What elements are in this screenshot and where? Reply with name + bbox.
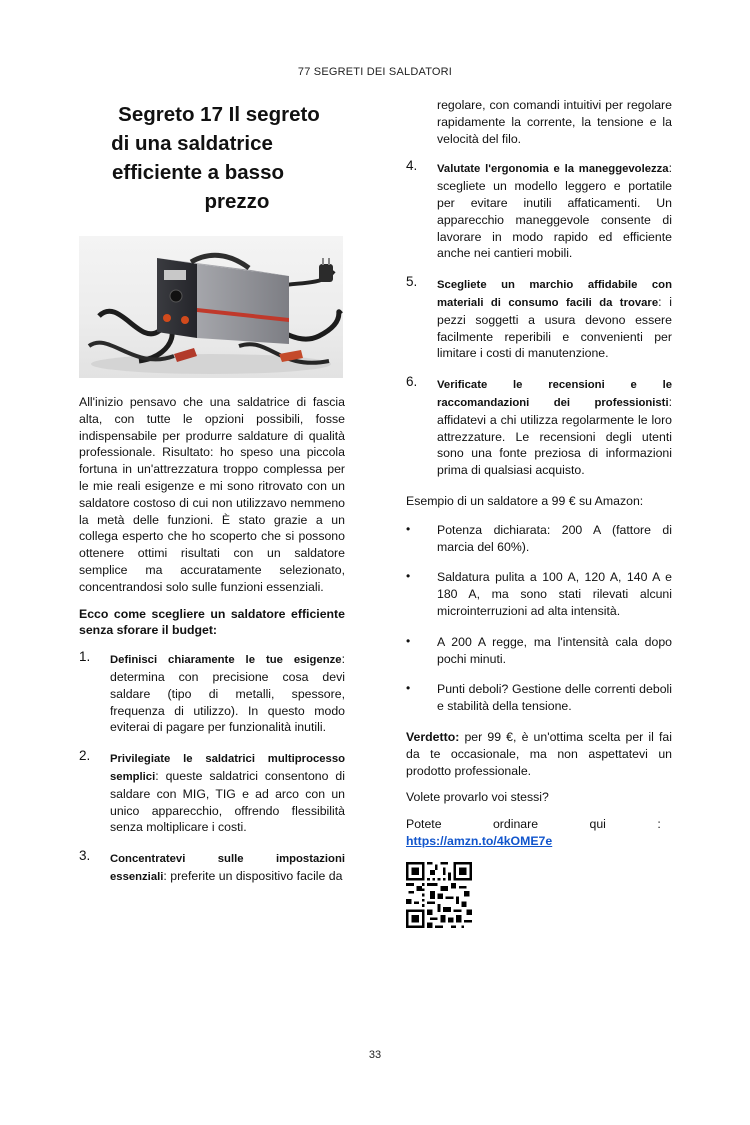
- bullet-icon: •: [406, 569, 411, 584]
- list-item: [406, 634, 672, 668]
- specs-list: [406, 522, 672, 715]
- step-text: [110, 651, 345, 736]
- step-heading: Definisci chiaramente le tue esigenze: [110, 654, 342, 667]
- list-item: [406, 160, 672, 262]
- step-body: : scegliete un modello leggero e portatile per evitare inutili affaticamenti. Un apparecchio maneggevole consente di lavorare in modo rapido ed efficiente anche nei cantieri mobili.: [437, 161, 672, 261]
- order-text: Potete ordinare qui :: [406, 817, 661, 832]
- intro-paragraph: All'inizio pensavo che una saldatrice di fascia alta, con tutte le opzioni possibili, fosse indispensabile per produrre saldature di qualità professionale. Risultato: ho speso una piccola fortuna in un'attrezzatura troppo complessa per le mie reali esigenze e mi sono ritrovato con un saldatore costoso di cui non utilizzavo nemmeno la metà delle funzioni. È stato grazie a un collega esperto che ho scoperto che si possono ottenere ottimi risultati con un saldatore semplice ma accuratamente selezionato, concentrandosi solo sulle funzioni essenziali.: [79, 395, 345, 594]
- qr-code-icon[interactable]: [406, 862, 472, 928]
- list-item: [406, 276, 672, 362]
- step-number: 6.: [406, 374, 418, 390]
- step-body: : i pezzi soggetti a usura devono essere facilmente reperibili e convenienti per limitare i costi di manutenzione.: [437, 294, 672, 361]
- verdict-paragraph: [406, 729, 672, 779]
- step-heading: Concentratevi sulle impostazioni essenziali: [110, 853, 345, 883]
- try-it-text: Volete provarlo voi stessi?: [406, 790, 549, 805]
- title-line-4: prezzo: [204, 190, 270, 213]
- bullet-text: A 200 A regge, ma l'intensità cala dopo pochi minuti.: [437, 634, 672, 666]
- bullet-icon: •: [406, 681, 411, 696]
- steps-list-right: [406, 160, 672, 479]
- step-heading: Scegliete un marchio affidabile con materiali di consumo facili da trovare: [437, 279, 672, 309]
- step-body: : preferite un dispositivo facile da: [163, 868, 343, 883]
- step-3-continuation: regolare, con comandi intuitivi per regolare rapidamente la corrente, la tensione e la velocità del filo.: [437, 98, 672, 146]
- step-text: [437, 376, 672, 479]
- step-number: 5.: [406, 274, 418, 290]
- section-title: [79, 100, 345, 216]
- step-text: [437, 160, 672, 262]
- title-line-2: di una saldatrice: [111, 132, 273, 155]
- welding-machine-illustration: [79, 236, 343, 378]
- step-text: [110, 850, 345, 886]
- how-to-heading: Ecco come scegliere un saldatore efficiente senza sforare il budget:: [79, 606, 345, 638]
- page-number: 33: [368, 1049, 382, 1061]
- step-heading: Valutate l'ergonomia e la maneggevolezza: [437, 163, 669, 176]
- step-heading: Privilegiate le saldatrici multiprocesso semplici: [110, 753, 345, 783]
- step-heading: Verificate le recensioni e le raccomandazioni dei professionisti: [437, 379, 672, 409]
- step-body: : determina con precisione cosa devi saldare (tipo di metalli, spessore, frequenza di utilizzo). In questo modo eviterai di pagare per funzionalità inutili.: [110, 652, 345, 735]
- bullet-text: Punti deboli? Gestione delle correnti deboli e stabilità della tensione.: [437, 682, 672, 714]
- verdict-label: Verdetto:: [406, 729, 460, 744]
- bullet-text: Potenza dichiarata: 200 A (fattore di marcia del 60%).: [437, 522, 672, 554]
- running-header: 77 SEGRETI DEI SALDATORI: [297, 66, 453, 78]
- step-body: : affidatevi a chi utilizza regolarmente le loro attrezzature. Le recensioni degli utenti sono una fonte preziosa di informazioni prima di qualsiasi acquisto.: [437, 394, 672, 478]
- list-item: [406, 376, 672, 479]
- list-item: [79, 850, 345, 886]
- step-body: : queste saldatrici consentono di saldare con MIG, TIG e ad arco con un unico apparecchio, offrendo flessibilità senza moltiplicare i costi.: [110, 768, 345, 835]
- step-number: 3.: [79, 848, 91, 864]
- step-text: [437, 276, 672, 362]
- title-line-3: efficiente a basso: [111, 161, 285, 184]
- right-column: [406, 97, 672, 928]
- order-paragraph: [406, 816, 672, 850]
- step-number: 2.: [79, 748, 91, 764]
- list-item: [406, 522, 672, 556]
- steps-list-left: [79, 651, 345, 886]
- title-line-1: Segreto 17 Il segreto: [118, 103, 320, 126]
- list-item: [406, 681, 672, 715]
- step-text: [110, 750, 345, 836]
- bullet-icon: •: [406, 633, 411, 648]
- bullet-icon: •: [406, 521, 411, 536]
- amazon-link[interactable]: https://amzn.to/4kOME7e: [406, 833, 553, 848]
- list-item: [406, 569, 672, 619]
- bullet-text: Saldatura pulita a 100 A, 120 A, 140 A e 180 A, ma sono stati rilevati alcuni microinterruzioni ad alta intensità.: [437, 570, 672, 618]
- list-item: [79, 651, 345, 736]
- step-number: 4.: [406, 158, 418, 174]
- example-intro: Esempio di un saldatore a 99 € su Amazon:: [406, 493, 644, 508]
- verdict-text: per 99 €, è un'ottima scelta per il fai da te occasionale, ma non aspettatevi un prodotto professionale.: [406, 729, 672, 778]
- left-column: [79, 100, 345, 900]
- list-item: [79, 750, 345, 836]
- welding-machine-photo: [79, 236, 343, 378]
- step-number: 1.: [79, 649, 91, 665]
